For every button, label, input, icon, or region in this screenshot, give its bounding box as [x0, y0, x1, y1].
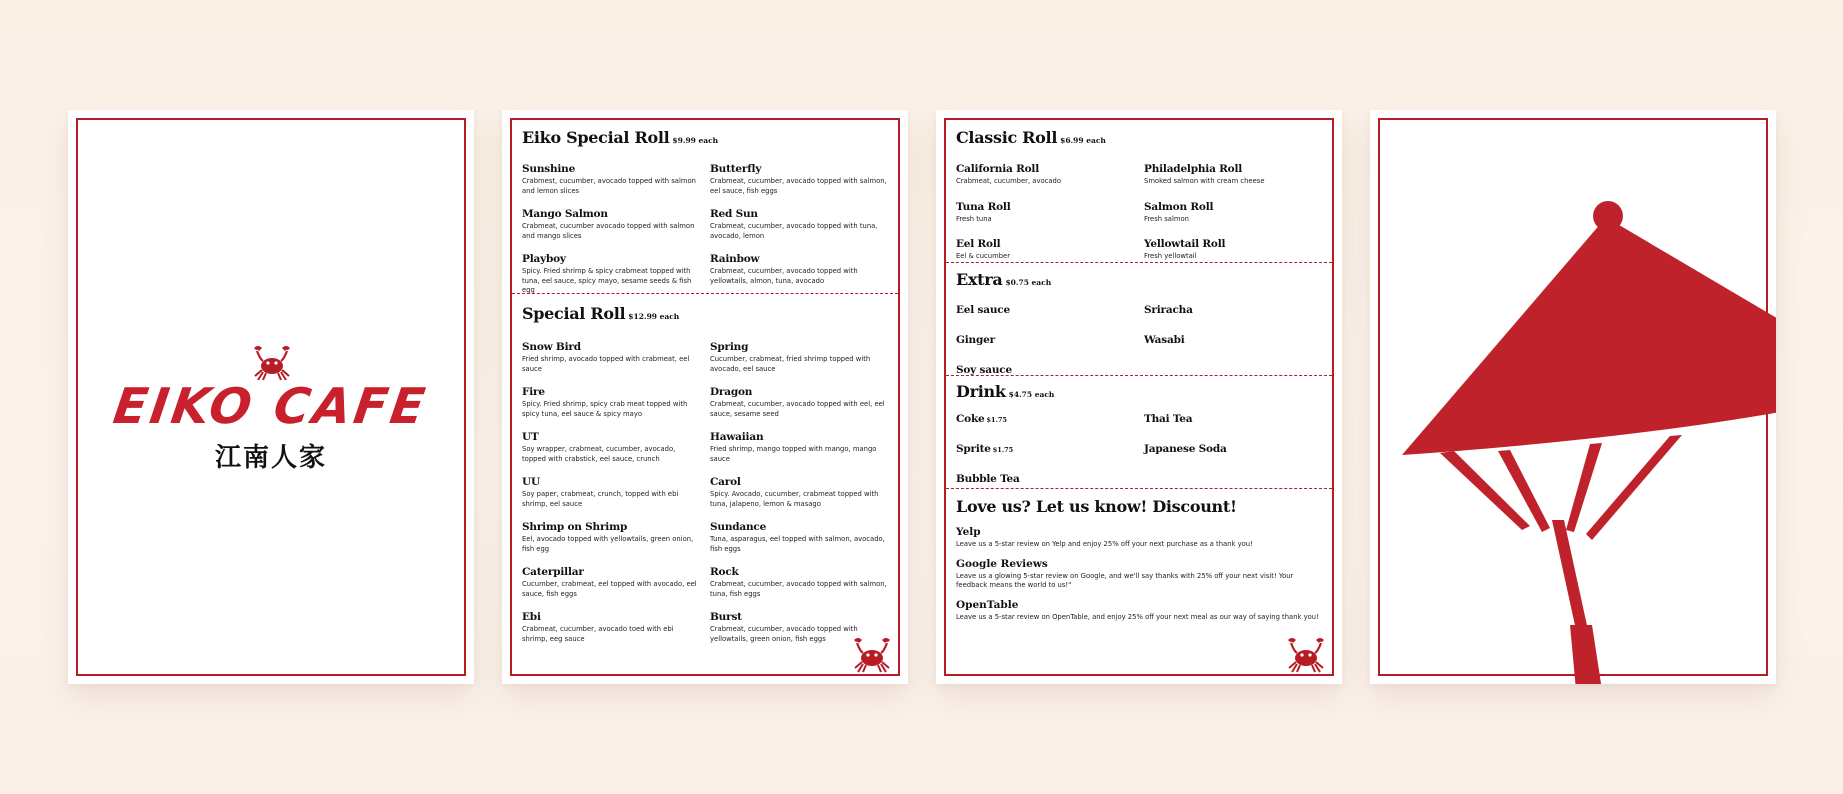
menu-item	[710, 470, 888, 509]
menu-item-header	[956, 232, 1134, 251]
menu-item	[710, 247, 888, 296]
menu-item-header	[1144, 298, 1322, 317]
menu-item-name: Coke	[956, 413, 985, 425]
menu-item-description: Fresh salmon	[1144, 214, 1189, 223]
section-price: $0.75 each	[1005, 278, 1052, 287]
menu-item	[1144, 298, 1322, 317]
menu-item-name: Sundance	[710, 521, 767, 533]
review-platform-name: Google Reviews	[956, 558, 1048, 570]
menu-item	[522, 335, 700, 374]
section-title: Eiko Special Roll	[522, 128, 670, 147]
menu-item	[522, 202, 700, 241]
menu-item-header	[522, 335, 700, 354]
menu-item	[710, 515, 888, 554]
menu-item	[710, 425, 888, 464]
item-grid	[956, 298, 1322, 377]
section-price: $6.99 each	[1060, 136, 1106, 145]
menu-item	[956, 437, 1134, 456]
menu-item	[1144, 232, 1322, 262]
menu-item-description: Eel & cucumber	[956, 252, 1010, 260]
section-header	[522, 304, 888, 323]
menu-page-classic-extras	[936, 110, 1342, 684]
menu-item-header	[1144, 328, 1322, 347]
menu-item-description: Tuna, asparagus, eel topped with salmon, avocado, fish eggs	[710, 535, 885, 553]
menu-cover-page	[68, 110, 474, 684]
review-item	[956, 526, 1322, 549]
review-offer-description: Leave us a glowing 5-star review on Google, and we'll say thanks with 25% off your next visit! Your feedback means the world to us!"	[956, 572, 1294, 589]
menu-item-name: Eel sauce	[956, 304, 1010, 316]
menu-item	[710, 335, 888, 374]
menu-item-header	[522, 202, 700, 221]
menu-item-price: $1.75	[986, 416, 1007, 424]
menu-item-name: UT	[522, 431, 539, 443]
menu-item	[1144, 328, 1322, 347]
menu-item-name: Red Sun	[710, 208, 758, 220]
menu-item-name: Rainbow	[710, 253, 760, 265]
menu-item-header	[710, 202, 888, 221]
menu-item-description: Crabmeat, cucumber, avocado topped with tuna, avocado, lemon	[710, 222, 878, 240]
review-list	[956, 526, 1322, 622]
menu-item-description: Crabmest, cucumber, avocado topped with salmon and lemon slices	[522, 177, 696, 195]
drink-section	[956, 382, 1322, 486]
menu-item-description: Crabmeat, cucumber, avocado topped with yellowtails, almon, tuna, avocado	[710, 267, 858, 285]
menu-item-header	[710, 380, 888, 399]
menu-item-name: Sunshine	[522, 163, 576, 175]
menu-item	[956, 195, 1134, 225]
menu-item-name: Snow Bird	[522, 341, 581, 353]
menu-item-name: Carol	[710, 476, 741, 488]
menu-item	[522, 157, 700, 196]
menu-item	[956, 157, 1134, 187]
review-platform-name: Yelp	[956, 526, 981, 538]
section-price: $12.99 each	[628, 312, 680, 321]
section-title: Love us? Let us know! Discount!	[956, 497, 1237, 516]
menu-item-header	[522, 380, 700, 399]
review-discount-section	[956, 497, 1322, 631]
review-item	[956, 558, 1322, 590]
menu-item-header	[956, 298, 1134, 317]
menu-item-description: Spicy. Avocado, cucumber, crabmeat topped with tuna, jalapeno, lemon & masago	[710, 490, 879, 508]
menu-item-header	[522, 157, 700, 176]
menu-item	[710, 157, 888, 196]
menu-item-header	[956, 407, 1134, 426]
extra-section	[956, 270, 1322, 377]
section-divider	[946, 375, 1332, 376]
menu-item-header	[1144, 437, 1322, 456]
menu-item-name: Sprite	[956, 443, 991, 455]
menu-item-description: Crabmeat, cucumber, avocado topped with salmon, eel sauce, fish eggs	[710, 177, 887, 195]
menu-item-name: Japanese Soda	[1144, 443, 1227, 455]
menu-item-name: Rock	[710, 566, 739, 578]
menu-item-description: Soy paper, crabmeat, crunch, topped with ebi shrimp, eel sauce	[522, 490, 679, 508]
menu-item-description: Spicy. Fried shrimp & spicy crabmeat topped with tuna, eel sauce, spicy mayo, sesame seeds & fish egg	[522, 267, 692, 294]
special-roll-section	[522, 304, 888, 644]
menu-item-name: Fire	[522, 386, 545, 398]
menu-item-header	[522, 605, 700, 624]
menu-item-description: Fried shrimp, mango topped with mango, mango sauce	[710, 445, 877, 463]
menu-item-name: Spring	[710, 341, 749, 353]
menu-item-description: Crabmeat, cucumber, avocado topped with eel, eel sauce, sesame seed	[710, 400, 885, 418]
umbrella-icon	[1370, 110, 1776, 684]
crab-icon	[1282, 634, 1330, 674]
menu-item-name: Salmon Roll	[1144, 200, 1214, 213]
menu-item-description: Spicy. Fried shrimp, spicy crab meat topped with spicy tuna, eel sauce & spicy mayo	[522, 400, 688, 418]
menu-item-name: Wasabi	[1144, 334, 1185, 346]
menu-item-header	[1144, 232, 1322, 251]
menu-item-header	[710, 425, 888, 444]
page-border	[944, 118, 1334, 676]
menu-item-header	[1144, 195, 1322, 214]
menu-item	[1144, 437, 1322, 456]
menu-item-description: Eel, avocado topped with yellowtails, green onion, fish egg	[522, 535, 694, 553]
menu-item-header	[522, 247, 700, 266]
menu-item-header	[956, 328, 1134, 347]
menu-item	[956, 328, 1134, 347]
menu-item-header	[710, 560, 888, 579]
menu-item-name: Burst	[710, 611, 742, 623]
menu-item-header	[956, 195, 1134, 214]
menu-item-name: Eel Roll	[956, 238, 1001, 250]
menu-item	[522, 247, 700, 296]
menu-item-description: Soy wrapper, crabmeat, cucumber, avocado, topped with crabstick, eel sauce, crunch	[522, 445, 676, 463]
menu-item-header	[956, 467, 1134, 486]
menu-item-description: Crabmeat, cucumber, avocado topped with salmon, tuna, fish eggs	[710, 580, 887, 598]
menu-item-description: Cucumber, crabmeat, eel topped with avocado, eel sauce, fish eggs	[522, 580, 697, 598]
menu-item-header	[522, 425, 700, 444]
brand-logo-text: EIKO CAFE	[110, 378, 432, 435]
review-platform-name: OpenTable	[956, 599, 1019, 611]
chinese-name: 江南人家	[214, 443, 327, 473]
menu-item-description: Fried shrimp, avocado topped with crabmeat, eel sauce	[522, 355, 690, 373]
menu-item-description: Fresh yellowtail	[1144, 252, 1197, 260]
menu-item-name: Bubble Tea	[956, 473, 1020, 485]
menu-item-description: Crabmeat, cucumber, avocado toed with ebi shrimp, eeg sauce	[522, 625, 674, 643]
section-divider	[946, 262, 1332, 263]
menu-item-name: Ginger	[956, 334, 995, 346]
section-price: $4.75 each	[1008, 390, 1055, 399]
section-header	[522, 128, 888, 147]
section-header	[956, 270, 1322, 289]
section-header	[956, 128, 1322, 147]
menu-item	[956, 467, 1134, 486]
menu-item-header	[522, 470, 700, 489]
menu-item	[710, 560, 888, 599]
menu-item	[1144, 407, 1322, 426]
menu-item-description: Crabmeat, cucumber, avocado topped with yellowtails, green onion, fish eggs	[710, 625, 858, 643]
menu-item-name: Sriracha	[1144, 304, 1193, 316]
menu-item-name: UU	[522, 476, 540, 488]
item-grid	[522, 157, 888, 296]
section-title: Special Roll	[522, 304, 626, 323]
review-offer-description: Leave us a 5-star review on OpenTable, and enjoy 25% off your next meal as our way of saying thank you!	[956, 613, 1319, 621]
classic-roll-section	[956, 128, 1322, 262]
eiko-special-section	[522, 128, 888, 296]
menu-item-description: Smoked salmon with cream cheese	[1144, 177, 1265, 185]
menu-item	[522, 605, 700, 644]
menu-item	[522, 425, 700, 464]
menu-item-header	[710, 470, 888, 489]
review-item	[956, 599, 1322, 622]
crab-icon	[848, 634, 896, 674]
menu-item-name: Caterpillar	[522, 566, 584, 578]
menu-item	[522, 380, 700, 419]
menu-item	[956, 298, 1134, 317]
menu-item	[522, 470, 700, 509]
menu-item-description: Crabmeat, cucumber avocado topped with salmon and mango slices	[522, 222, 695, 240]
section-price: $9.99 each	[672, 136, 719, 145]
menu-item	[956, 407, 1134, 426]
menu-item	[1144, 195, 1322, 225]
menu-item-name: Butterfly	[710, 163, 762, 175]
menu-item	[522, 515, 700, 554]
menu-item-name: California Roll	[956, 163, 1039, 175]
section-title: Extra	[956, 270, 1003, 289]
menu-item-description: Fresh tuna	[956, 214, 992, 223]
section-title: Drink	[956, 382, 1006, 401]
menu-item-price: $1.75	[992, 446, 1014, 454]
menu-back-page	[1370, 110, 1776, 684]
item-grid	[956, 157, 1322, 262]
menu-item-header	[710, 605, 888, 624]
menu-item-header	[522, 560, 700, 579]
section-header	[956, 382, 1322, 401]
menu-item-name: Yellowtail Roll	[1144, 238, 1226, 250]
menu-item-name: Hawaiian	[710, 431, 764, 443]
section-divider	[946, 488, 1332, 489]
menu-item-header	[710, 157, 888, 176]
menu-item-header	[1144, 157, 1322, 176]
menu-item	[522, 560, 700, 599]
menu-item-name: Ebi	[522, 611, 541, 623]
menu-item-header	[1144, 407, 1322, 426]
menu-item-name: Playboy	[522, 253, 566, 265]
menu-item-header	[710, 335, 888, 354]
menu-item-header	[522, 515, 700, 534]
menu-item	[1144, 157, 1322, 187]
menu-item-header	[710, 247, 888, 266]
menu-item-header	[710, 515, 888, 534]
menu-item	[710, 202, 888, 241]
menu-item-header	[956, 157, 1134, 176]
menu-page-special-rolls	[502, 110, 908, 684]
menu-item-name: Thai Tea	[1144, 413, 1193, 425]
menu-item-name: Philadelphia Roll	[1144, 163, 1243, 175]
section-divider	[512, 293, 898, 294]
item-grid	[956, 407, 1322, 486]
page-border	[510, 118, 900, 676]
menu-item-name: Soy sauce	[956, 364, 1012, 376]
menu-item	[710, 380, 888, 419]
menu-item-description: Crabmeat, cucumber, avocado	[956, 177, 1062, 185]
crab-icon	[248, 342, 296, 382]
menu-item-name: Dragon	[710, 386, 753, 398]
section-title: Classic Roll	[956, 128, 1058, 147]
menu-item-header	[956, 437, 1134, 456]
menu-item-name: Tuna Roll	[956, 200, 1011, 213]
menu-item	[956, 232, 1134, 262]
item-grid	[522, 335, 888, 644]
menu-item-name: Shrimp on Shrimp	[522, 521, 628, 533]
review-offer-description: Leave us a 5-star review on Yelp and enjoy 25% off your next purchase as a thank you!	[956, 540, 1253, 548]
menu-item-description: Cucumber, crabmeat, fried shrimp topped with avocado, eel sauce	[710, 355, 871, 373]
menu-item-name: Mango Salmon	[522, 208, 608, 220]
